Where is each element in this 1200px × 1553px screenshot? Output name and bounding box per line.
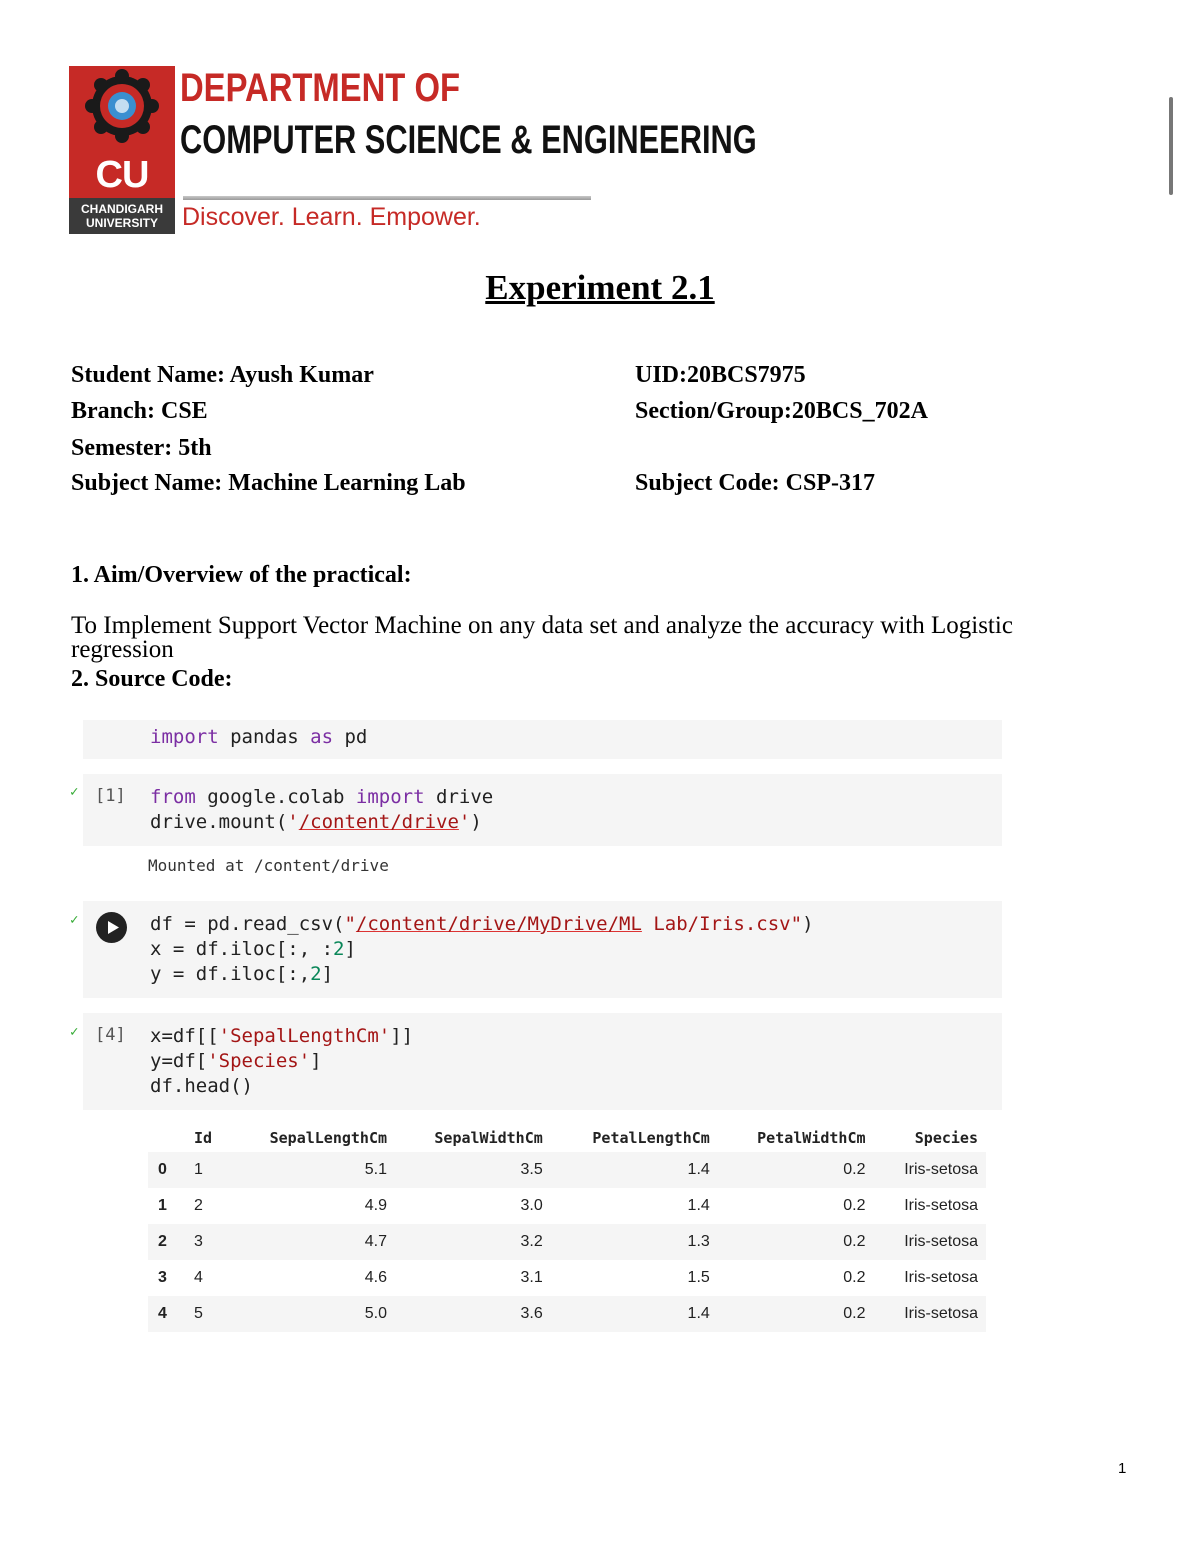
aim-text-line1: To Implement Support Vector Machine on any data set and analyze the accuracy with Logistic: [71, 612, 1013, 639]
page-number: 1: [1118, 1460, 1127, 1477]
department-title-line1: DEPARTMENT OF: [180, 66, 461, 110]
experiment-title: Experiment 2.1: [485, 268, 715, 307]
code-line: [150, 937, 356, 962]
string: ": [344, 913, 356, 935]
table-cell: 0.2: [718, 1152, 874, 1188]
table-cell: Iris-setosa: [874, 1224, 986, 1260]
code-text: google.colab: [195, 786, 356, 808]
code-text: drive: [424, 786, 494, 808]
string: ': [458, 811, 471, 833]
table-row: [148, 1296, 986, 1332]
code-line: [150, 725, 367, 750]
column-header: SepalWidthCm: [434, 1129, 543, 1147]
aim-heading: 1. Aim/Overview of the practical:: [71, 562, 412, 588]
execution-count: [1]: [95, 786, 126, 806]
keyword: import: [150, 726, 219, 748]
table-cell: 2: [194, 1197, 203, 1214]
cell-status-icon: ✓: [70, 1024, 79, 1040]
table-cell: 4.9: [364, 1197, 388, 1214]
code-line: [150, 1049, 322, 1074]
cell-status-icon: ✓: [70, 784, 79, 800]
row-index: 4: [148, 1296, 186, 1332]
table-cell: 1.3: [551, 1224, 718, 1260]
table-cell: 4: [194, 1269, 203, 1286]
string: 'SepalLengthCm': [218, 1025, 391, 1047]
keyword: import: [355, 786, 425, 808]
code-text: x=df[[: [150, 1025, 219, 1047]
code-text: y = df.iloc[:,: [150, 963, 311, 985]
run-cell-button[interactable]: [96, 912, 127, 943]
code-text: ]]: [390, 1025, 414, 1047]
tagline: Discover. Learn. Empower.: [182, 203, 481, 231]
student-semester: Semester: 5th: [71, 435, 212, 461]
table-cell: 0.2: [843, 1269, 866, 1286]
column-header: PetalWidthCm: [757, 1129, 866, 1147]
column-header: SepalLengthCm: [269, 1129, 388, 1147]
table-cell: 5: [186, 1296, 228, 1332]
code-text: df = pd.read_csv(: [150, 913, 345, 935]
code-line: [150, 912, 814, 937]
play-icon: [96, 912, 127, 943]
code-text: ]: [321, 963, 334, 985]
code-text: ]: [344, 938, 356, 960]
number: 2: [310, 963, 322, 985]
table-cell: 0.2: [843, 1197, 866, 1214]
column-header: PetalLengthCm: [592, 1129, 710, 1147]
gear-emblem-icon: [69, 66, 175, 156]
table-row: [148, 1260, 986, 1296]
table-cell: 3.1: [520, 1269, 543, 1286]
code-line: [150, 1024, 413, 1049]
column-header: Id: [194, 1129, 213, 1147]
table-cell: 1.4: [551, 1296, 718, 1332]
table-cell: 3.6: [395, 1296, 551, 1332]
code-text: ): [802, 913, 814, 935]
table-cell: Iris-setosa: [874, 1152, 986, 1188]
table-cell: 1.4: [551, 1152, 718, 1188]
column-header: Species: [914, 1129, 978, 1147]
table-cell: 3.0: [520, 1197, 543, 1214]
student-name: Student Name: Ayush Kumar: [71, 362, 374, 388]
code-cell-head[interactable]: [83, 1013, 1002, 1110]
table-cell: 3.2: [395, 1224, 551, 1260]
code-text: x = df.iloc[:, :: [150, 938, 334, 960]
table-header-row: [148, 1124, 986, 1152]
table-cell: Iris-setosa: [904, 1197, 978, 1214]
table-cell: 0.2: [718, 1296, 874, 1332]
number: 2: [333, 938, 345, 960]
table-cell: 3: [186, 1224, 228, 1260]
code-cell-import-pandas[interactable]: [83, 720, 1002, 759]
code-cell-read-csv[interactable]: [83, 901, 1002, 998]
source-code-heading: 2. Source Code:: [71, 666, 233, 692]
code-line: [150, 962, 333, 987]
scrollbar-thumb[interactable]: [1169, 97, 1173, 195]
column-header: [148, 1124, 186, 1152]
dataframe-table: [148, 1124, 986, 1332]
cell-output: Mounted at /content/drive: [148, 856, 389, 875]
student-section: Section/Group:20BCS_702A: [635, 398, 928, 424]
table-cell: 5.0: [228, 1296, 395, 1332]
string: 'Species': [207, 1050, 311, 1072]
table-cell: Iris-setosa: [874, 1296, 986, 1332]
header-divider: [183, 196, 591, 200]
code-text: pandas: [218, 726, 311, 748]
table-cell: Iris-setosa: [904, 1269, 978, 1286]
code-line: [150, 785, 493, 810]
row-index: 0: [148, 1152, 186, 1188]
table-cell: 4.6: [364, 1269, 388, 1286]
table-cell: 1: [186, 1152, 228, 1188]
aim-text-line2: regression: [71, 636, 174, 663]
table-row: [148, 1188, 986, 1224]
row-index: 3: [158, 1269, 167, 1286]
table-row: [148, 1152, 986, 1188]
code-text: drive.mount(: [150, 811, 288, 833]
student-uid: UID:20BCS7975: [635, 362, 806, 388]
code-line: [150, 1074, 253, 1099]
table-cell: 3.5: [395, 1152, 551, 1188]
code-text: y=df[: [150, 1050, 208, 1072]
logo-cu-text: CU: [95, 154, 149, 196]
code-text: df.head(): [150, 1075, 253, 1097]
keyword: as: [310, 726, 334, 748]
code-text: pd: [333, 726, 368, 748]
table-cell: 1.4: [687, 1197, 710, 1214]
execution-count: [4]: [95, 1025, 126, 1045]
table-cell: 5.1: [228, 1152, 395, 1188]
department-title-line2: COMPUTER SCIENCE & ENGINEERING: [180, 118, 757, 162]
table-cell: 0.2: [718, 1224, 874, 1260]
string-path: /content/drive/MyDrive/ML: [355, 913, 642, 935]
code-line: [150, 810, 482, 835]
cell-status-icon: ✓: [70, 912, 79, 928]
row-index: 2: [148, 1224, 186, 1260]
logo-university-text: CHANDIGARH UNIVERSITY: [69, 198, 175, 234]
string: Lab/Iris.csv": [641, 913, 803, 935]
subject-name: Subject Name: Machine Learning Lab: [71, 470, 466, 496]
string-path: /content/drive: [298, 811, 459, 833]
subject-code: Subject Code: CSP-317: [635, 470, 875, 496]
row-index: 1: [158, 1197, 167, 1214]
keyword: from: [150, 786, 196, 808]
code-text: ]: [310, 1050, 322, 1072]
string: ': [287, 811, 299, 833]
student-branch: Branch: CSE: [71, 398, 208, 424]
university-logo: [69, 66, 175, 234]
code-text: ): [470, 811, 482, 833]
table-cell: 1.5: [687, 1269, 710, 1286]
table-row: [148, 1224, 986, 1260]
code-cell-drive-mount[interactable]: [83, 774, 1002, 846]
table-cell: 4.7: [228, 1224, 395, 1260]
